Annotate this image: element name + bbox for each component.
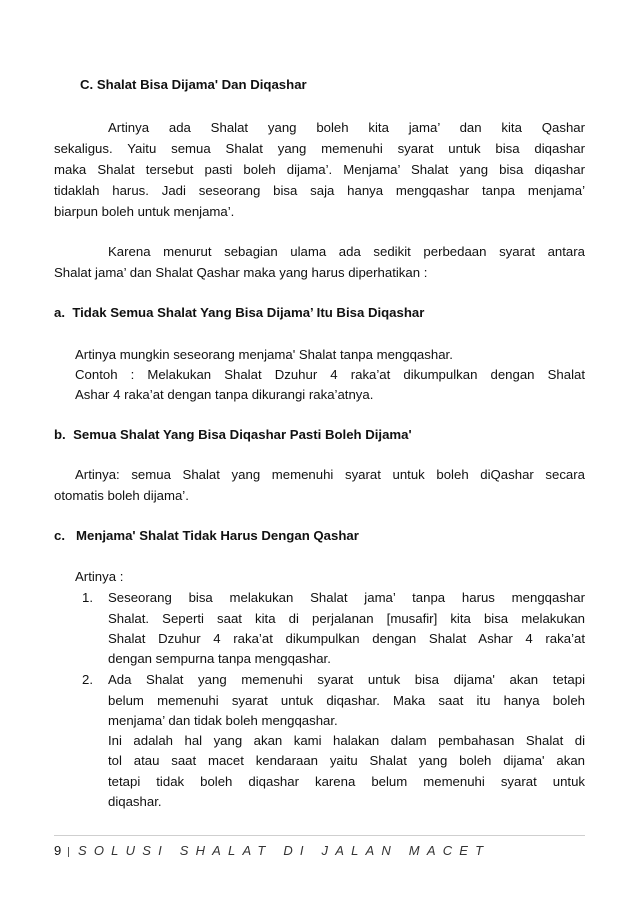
subheading-c: c. Menjama' Shalat Tidak Harus Dengan Qashar (54, 528, 359, 543)
list-item-2-line5: tol atau saat macet kendaraan yaitu Shalat yang boleh dijama' akan (108, 753, 585, 768)
list-item-1-line1: Seseorang bisa melakukan Shalat jama’ tanpa harus mengqashar (108, 590, 585, 605)
para2-line2: Shalat jama’ dan Shalat Qashar maka yang harus diperhatikan : (54, 265, 428, 280)
para1-line2: sekaligus. Yaitu semua Shalat yang memenuhi syarat untuk bisa diqashar (54, 141, 585, 156)
list-item-1-number: 1. (82, 590, 93, 605)
sub-a-line2: Contoh : Melakukan Shalat Dzuhur 4 raka’at dikumpulkan dengan Shalat (75, 367, 585, 382)
para1-line4: tidaklah harus. Jadi seseorang bisa saja hanya mengqashar tanpa menjama’ (54, 183, 585, 198)
para1-line1: Artinya ada Shalat yang boleh kita jama’ dan kita Qashar (108, 120, 585, 135)
para2-line1: Karena menurut sebagian ulama ada sedikit perbedaan syarat antara (108, 244, 585, 259)
list-item-2-line4: Ini adalah hal yang akan kami halakan dalam pembahasan Shalat di (108, 733, 585, 748)
list-item-2-line6: tetapi tidak boleh diqashar karena belum memenuhi syarat untuk (108, 774, 585, 789)
page-number: 9 (54, 843, 62, 858)
sub-a-line1: Artinya mungkin seseorang menjama' Shalat tanpa mengqashar. (75, 347, 453, 362)
running-title: SOLUSI SHALAT DI JALAN MACET (78, 843, 491, 858)
sub-c-intro: Artinya : (75, 569, 124, 584)
footer-divider (54, 835, 585, 836)
list-item-1-line4: dengan sempurna tanpa mengqashar. (108, 651, 331, 666)
list-item-2-line7: diqashar. (108, 794, 162, 809)
subheading-b: b. Semua Shalat Yang Bisa Diqashar Pasti Boleh Dijama' (54, 427, 412, 442)
sub-b-line2: otomatis boleh dijama’. (54, 488, 189, 503)
list-item-1-line3: Shalat Dzuhur 4 raka’at dikumpulkan dengan Shalat Ashar 4 raka’at (108, 631, 585, 646)
footer-separator (68, 847, 69, 857)
sub-a-line3: Ashar 4 raka’at dengan tanpa dikurangi raka’atnya. (75, 387, 374, 402)
section-heading-c: C. Shalat Bisa Dijama' Dan Diqashar (80, 77, 307, 92)
list-item-2-line3: menjama’ dan tidak boleh mengqashar. (108, 713, 338, 728)
list-item-2-line1: Ada Shalat yang memenuhi syarat untuk bisa dijama' akan tetapi (108, 672, 585, 687)
subheading-a: a. Tidak Semua Shalat Yang Bisa Dijama’ Itu Bisa Diqashar (54, 305, 425, 320)
list-item-1-line2: Shalat. Seperti saat kita di perjalanan [musafir] kita bisa melakukan (108, 611, 585, 626)
list-item-2-line2: belum memenuhi syarat untuk diqashar. Maka saat itu hanya boleh (108, 693, 585, 708)
sub-b-line1: Artinya: semua Shalat yang memenuhi syarat untuk boleh diQashar secara (75, 467, 585, 482)
para1-line5: biarpun boleh untuk menjama’. (54, 204, 235, 219)
para1-line3: maka Shalat tersebut pasti boleh dijama’. Menjama’ Shalat yang bisa diqashar (54, 162, 585, 177)
list-item-2-number: 2. (82, 672, 93, 687)
